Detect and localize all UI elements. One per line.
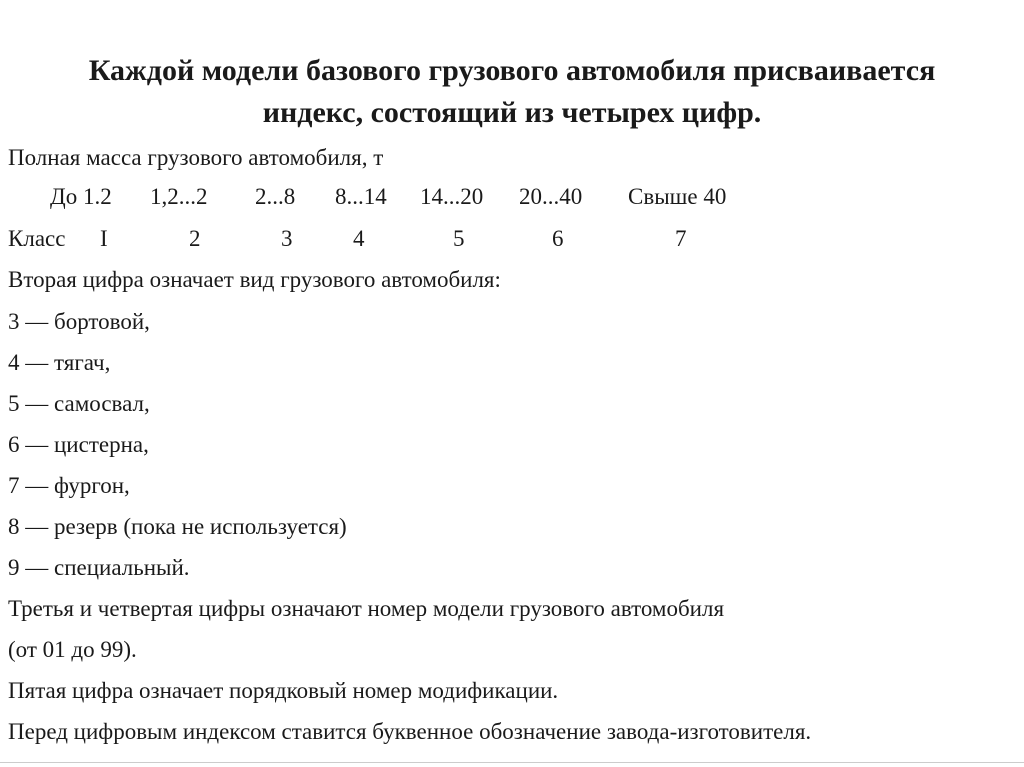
class-value-5: 5 [453,226,465,251]
type-item-3: 3 — бортовой, [8,309,150,334]
type-item-5: 5 — самосвал, [8,391,150,416]
class-value-4: 4 [353,226,365,251]
class-label: Класс [8,226,66,251]
type-item-7: 7 — фургон, [8,473,130,498]
mass-heading: Полная масса грузового автомобиля, т [8,145,384,170]
third-fourth-digits-line-2: (от 01 до 99). [8,637,137,662]
slide-title [20,50,1004,134]
mass-range-2: 1,2...2 [150,184,208,209]
title-line-1: Каждой модели базового грузового автомобиля присваивается [88,54,936,87]
second-digit-heading: Вторая цифра означает вид грузового автомобиля: [8,267,501,292]
class-value-2: 2 [189,226,201,251]
mass-range-6: 20...40 [519,184,583,209]
type-item-8: 8 — резерв (пока не используется) [8,514,347,539]
mass-range-3: 2...8 [255,184,296,209]
type-item-6: 6 — цистерна, [8,432,149,457]
type-item-9: 9 — специальный. [8,555,190,580]
mass-range-7: Свыше 40 [628,184,727,209]
class-value-6: 6 [552,226,564,251]
class-value-7: 7 [675,226,687,251]
class-value-3: 3 [281,226,293,251]
mass-range-1: До 1.2 [50,184,112,209]
title-line-2: индекс, состоящий из четырех цифр. [262,96,762,129]
prefix-note-line: Перед цифровым индексом ставится буквенное обозначение завода-изготовителя. [8,719,812,744]
third-fourth-digits-line-1: Третья и четвертая цифры означают номер модели грузового автомобиля [8,596,725,621]
fifth-digit-line: Пятая цифра означает порядковый номер модификации. [8,678,559,703]
mass-range-4: 8...14 [335,184,387,209]
class-value-1: I [100,226,108,251]
mass-range-5: 14...20 [420,184,484,209]
type-item-4: 4 — тягач, [8,350,111,375]
bottom-divider [0,762,1024,763]
